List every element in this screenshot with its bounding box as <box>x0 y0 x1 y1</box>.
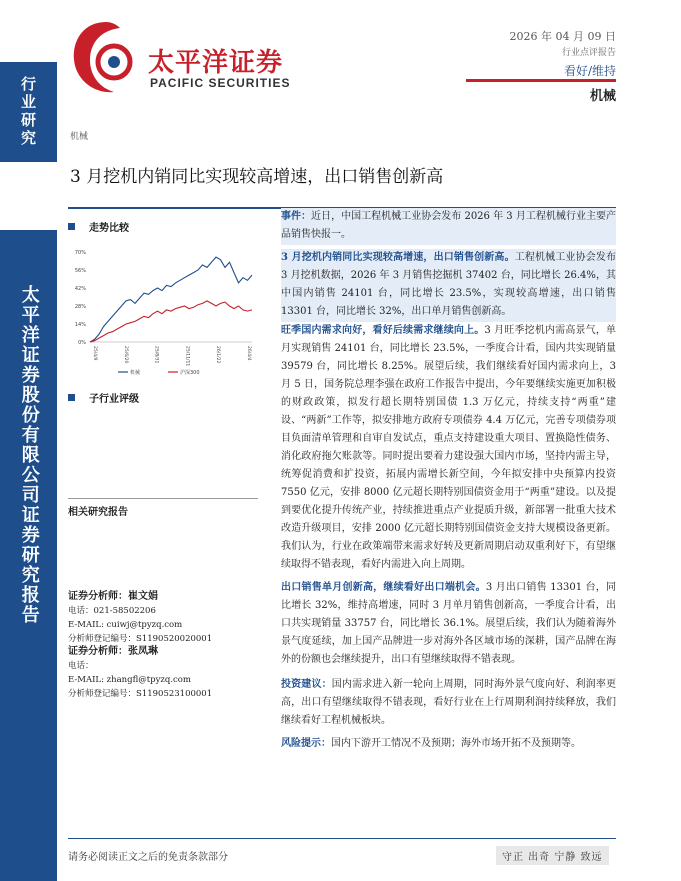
sidebar-company-label: 太平洋证券股份有限公司证券研究报告 <box>18 285 40 625</box>
company-logo <box>70 18 142 98</box>
footer-disclaimer: 请务必阅读正文之后的免责条款部分 <box>68 852 228 863</box>
legend-label: 机械 <box>130 370 141 376</box>
domestic-text: 3 月旺季挖机内需高景气，单月实现销售 24101 台，同比增长 23.5%，一季度合计看，国内共实现销量 39579 台，同比增长 8.25%。展望后续，我们继续看好国内需求向上，3 月 5 日，国务院总理李强在政府工作报告中提出，今年要继续实施更加积极的财政政策，拟发行超长期特别国债 1.3 万亿元，持续支持“两重”建设、“两新”工作等，拟安排地方政府专项债券 4.4 万亿元，完善专项债券项目负面清单管理和自审自发试点，重点支持建设重大项目、置换隐性债务、消化政府拖欠账款等。同时提出要着力建设强大国内市场，坚持内需主导，统筹促消费和扩投资，拓展内需增长新空间，今年拟安排中央预算内投资 7550 亿元，安排 8000 亿元超长期特别国债资金用于“两重”建设。以及提到要优化提升传统产业，持续推进重点产业提质升级，新部署一批重大技术改造升级项目，安排 2000 亿元超长期特别国债资金支持大规模设备更新。我们认为，行业在政策端带来需求好转及更新周期启动双重利好下，有望继续取得不错表现，看好内需进入向上周期。 <box>281 325 617 570</box>
export-lead: 出口销售单月创新高，继续看好出口端机会。 <box>281 582 486 593</box>
trend-chart <box>68 244 258 384</box>
breadcrumb: 机械 <box>70 132 89 142</box>
y-tick-label: 56% <box>74 268 86 274</box>
analyst-email[interactable]: E-MAIL: cuiwj@tpyzq.com <box>68 620 183 630</box>
series-line-machinery <box>90 257 252 342</box>
x-tick-label: 25/6/20 <box>122 346 128 364</box>
summary-paragraph <box>281 249 616 322</box>
analyst-phone: 电话：021-58502206 <box>68 606 156 616</box>
analyst-block <box>68 645 212 701</box>
summary-text: 工程机械工业协会发布 3 月挖机数据，2026 年 3 月销售挖掘机 37402 台，同比增长 26.4%，其中国内销售 24101 台，同比增长 23.5%，实现较高增速，出口销售 13301 台，同比增长 32%，出口单月销售创新高。 <box>281 252 616 317</box>
x-tick-label: 25/11/11 <box>184 346 190 367</box>
risk-lead: 风险提示： <box>281 738 331 749</box>
x-tick-label: 25/8/31 <box>153 346 159 364</box>
x-tick-label: 25/4/9 <box>92 346 97 361</box>
y-tick-label: 70% <box>74 250 86 256</box>
report-date: 2026 年 04 月 09 日 <box>509 30 616 43</box>
trend-section-heading <box>68 219 129 234</box>
investment-text: 国内需求进入新一轮向上周期，同时海外景气度向好、利润率更高，出口有望继续取得不错表现，看好行业在上行周期利润持续释放，我们继续看好工程机械板块。 <box>281 679 616 726</box>
company-name-en: PACIFIC SECURITIES <box>150 76 291 90</box>
analyst-email[interactable]: E-MAIL: zhangfl@tpyzq.com <box>68 675 191 685</box>
industry-name: 机械 <box>589 89 616 104</box>
risk-text: 国内下游开工情况不及预期；海外市场开拓不及预期等。 <box>331 738 581 749</box>
analyst-name: 张凤琳 <box>128 646 158 657</box>
footer-divider <box>68 838 616 839</box>
footer-motto: 守正 出奇 宁静 致远 <box>496 846 609 865</box>
domestic-lead: 旺季国内需求向好，看好后续需求继续向上。 <box>281 325 485 336</box>
summary-lead: 3 月挖机内销同比实现较高增速，出口销售创新高。 <box>281 252 515 263</box>
related-reports-title: 相关研究报告 <box>68 507 128 518</box>
sidebar <box>0 0 57 881</box>
event-lead: 事件： <box>281 211 312 222</box>
event-paragraph <box>281 208 616 245</box>
event-text: 近日，中国工程机械工业协会发布 2026 年 3 月工程机械行业主要产品销售快报一。 <box>281 211 616 240</box>
export-text: 3 月出口销售 13301 台，同比增长 32%，维持高增速，同时 3 月单月销售创新高，一季度合计看，出口共实现销量 33757 台，同比增长 36.1%。展望后续，我们认为随着海外景气度延续，加上国产品牌进一步对海外各区域市场的深耕，国产品牌在海外的份额也会继续提升，出口有望继续取得不错表现。 <box>281 582 616 665</box>
report-type: 行业点评报告 <box>561 48 616 58</box>
export-paragraph <box>281 579 616 670</box>
investment-lead: 投资建议： <box>281 679 332 690</box>
square-bullet-icon <box>68 223 75 230</box>
legend-label: 沪深300 <box>180 370 200 376</box>
industry-rating: 看好/维持 <box>563 64 616 78</box>
related-divider <box>68 498 258 499</box>
sidebar-section-label: 行业研究 <box>0 62 57 162</box>
analyst-phone: 电话： <box>68 661 94 671</box>
y-tick-label: 28% <box>74 304 86 310</box>
company-name-cn: 太平洋证券 <box>148 48 284 78</box>
report-body <box>281 208 616 754</box>
series-line-hs300 <box>90 301 252 342</box>
analyst-cert: 分析师登记编号：S1190523100001 <box>68 689 213 699</box>
square-bullet-icon <box>68 394 75 401</box>
y-tick-label: 0% <box>78 340 86 346</box>
analyst-name: 崔文娟 <box>128 591 158 602</box>
page-title: 3 月挖机内销同比实现较高增速，出口销售创新高 <box>70 167 444 187</box>
header-accent-line <box>466 79 616 82</box>
sub-rating-heading <box>68 390 139 405</box>
analyst-label: 证券分析师： <box>68 646 128 657</box>
analyst-block <box>68 590 212 646</box>
logo-emblem-icon <box>70 18 142 98</box>
y-tick-label: 14% <box>74 322 86 328</box>
investment-paragraph <box>281 676 616 731</box>
x-tick-label: 26/1/22 <box>215 346 221 364</box>
trend-section-title: 走势比较 <box>89 223 129 234</box>
sub-rating-title: 子行业评级 <box>89 394 139 405</box>
analyst-label: 证券分析师： <box>68 591 128 602</box>
x-tick-label: 26/4/4 <box>246 346 251 361</box>
domestic-paragraph <box>281 322 616 575</box>
risk-paragraph <box>281 735 616 754</box>
y-tick-label: 42% <box>74 286 86 292</box>
analyst-cert: 分析师登记编号：S1190520020001 <box>68 634 213 644</box>
